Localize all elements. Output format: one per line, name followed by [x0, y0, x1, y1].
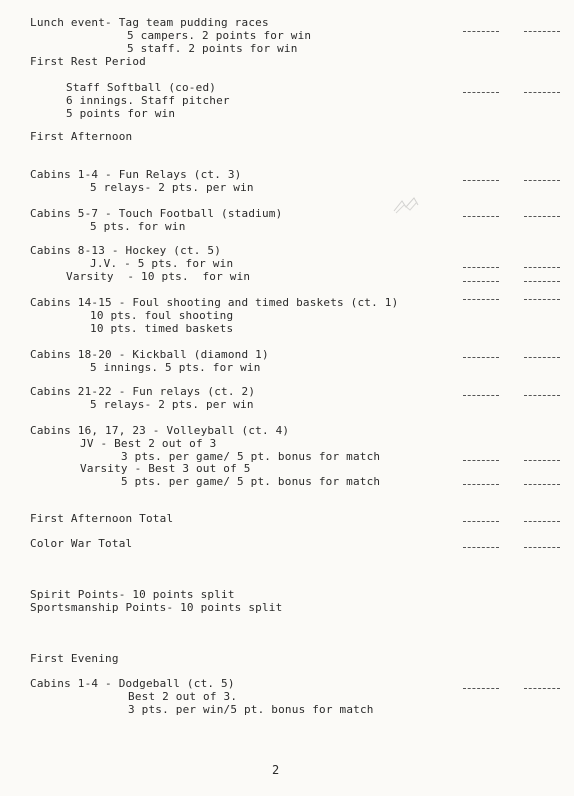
stray-scribble-mark: [392, 195, 420, 215]
score-blank: [463, 357, 499, 358]
score-blank: [524, 299, 560, 300]
text-line: Cabins 5-7 - Touch Football (stadium): [30, 207, 283, 220]
text-line: Cabins 18-20 - Kickball (diamond 1): [30, 348, 269, 361]
score-blank: [463, 31, 499, 32]
score-blank: [463, 484, 499, 485]
text-line: Cabins 1-4 - Dodgeball (ct. 5): [30, 677, 235, 690]
score-blank: [463, 92, 499, 93]
score-blank: [524, 267, 560, 268]
text-line: Spirit Points- 10 points split: [30, 588, 235, 601]
score-blank: [463, 395, 499, 396]
score-blank: [463, 521, 499, 522]
score-blank: [463, 460, 499, 461]
score-blank: [463, 216, 499, 217]
score-blank: [524, 521, 560, 522]
text-line: 10 pts. foul shooting: [90, 309, 234, 322]
score-blank: [524, 484, 560, 485]
score-blank: [463, 299, 499, 300]
text-line: Staff Softball (co-ed): [66, 81, 217, 94]
text-line: Varsity - Best 3 out of 5: [80, 462, 251, 475]
section-heading: First Rest Period: [30, 55, 146, 68]
text-line: 5 campers. 2 points for win: [127, 29, 312, 42]
page-number: 2: [272, 763, 280, 777]
score-blank: [524, 180, 560, 181]
text-line: Cabins 1-4 - Fun Relays (ct. 3): [30, 168, 242, 181]
text-line: 10 pts. timed baskets: [90, 322, 234, 335]
text-line: 5 pts. per game/ 5 pt. bonus for match: [121, 475, 381, 488]
text-line: JV - Best 2 out of 3: [80, 437, 217, 450]
score-blank: [524, 92, 560, 93]
score-blank: [524, 688, 560, 689]
text-line: Lunch event- Tag team pudding races: [30, 16, 269, 29]
text-line: 3 pts. per win/5 pt. bonus for match: [128, 703, 374, 716]
text-line: Cabins 21-22 - Fun relays (ct. 2): [30, 385, 256, 398]
section-heading: Color War Total: [30, 537, 133, 550]
text-line: Cabins 14-15 - Foul shooting and timed baskets (ct. 1): [30, 296, 399, 309]
text-line: Sportsmanship Points- 10 points split: [30, 601, 283, 614]
score-blank: [524, 281, 560, 282]
text-line: 3 pts. per game/ 5 pt. bonus for match: [121, 450, 381, 463]
text-line: 6 innings. Staff pitcher: [66, 94, 230, 107]
score-blank: [463, 547, 499, 548]
score-blank: [463, 267, 499, 268]
section-heading: First Afternoon: [30, 130, 133, 143]
score-blank: [524, 547, 560, 548]
score-blank: [524, 31, 560, 32]
score-blank: [463, 281, 499, 282]
section-heading: First Evening: [30, 652, 119, 665]
score-blank: [524, 460, 560, 461]
section-heading: First Afternoon Total: [30, 512, 174, 525]
score-blank: [463, 688, 499, 689]
text-line: Cabins 16, 17, 23 - Volleyball (ct. 4): [30, 424, 290, 437]
text-line: 5 pts. for win: [90, 220, 186, 233]
text-line: 5 innings. 5 pts. for win: [90, 361, 261, 374]
text-line: Cabins 8-13 - Hockey (ct. 5): [30, 244, 222, 257]
score-blank: [524, 395, 560, 396]
score-blank: [524, 216, 560, 217]
text-line: 5 relays- 2 pts. per win: [90, 398, 254, 411]
text-line: J.V. - 5 pts. for win: [90, 257, 234, 270]
text-line: 5 staff. 2 points for win: [127, 42, 298, 55]
text-line: Best 2 out of 3.: [128, 690, 238, 703]
text-line: Varsity - 10 pts. for win: [66, 270, 251, 283]
text-line: 5 points for win: [66, 107, 176, 120]
text-line: 5 relays- 2 pts. per win: [90, 181, 254, 194]
score-blank: [463, 180, 499, 181]
score-blank: [524, 357, 560, 358]
